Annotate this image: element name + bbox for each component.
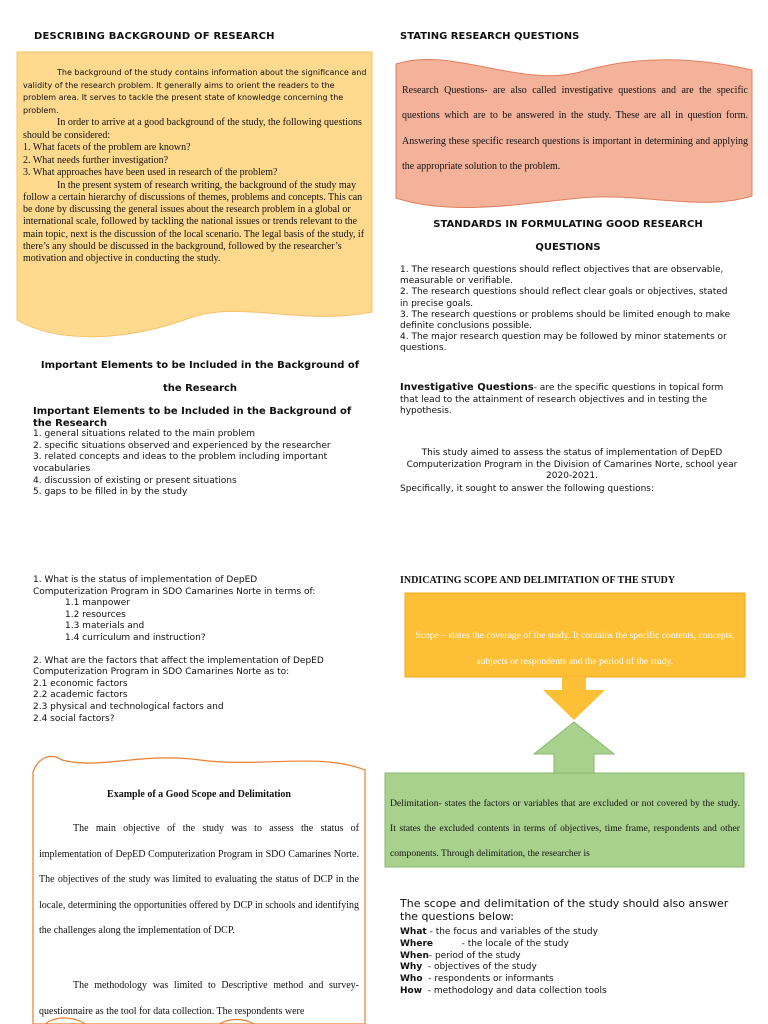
wh-def: - the focus and variables of the study	[426, 927, 598, 937]
wh-def: - objectives of the study	[422, 962, 537, 973]
sop2-line2: Computerization Program in SDO Camarines Norte as to:	[33, 667, 290, 678]
answer-intro: The scope and delimitation of the study should also answer the questions below:	[400, 897, 729, 923]
wh-def: - period of the study	[428, 950, 521, 961]
aim-text: This study aimed to assess the status of implementation of DepED Computerization Program in the Division of Camarines Norte, school year 2020-2021.	[406, 448, 738, 482]
element-item: 2. specific situations observed and experienced by the researcher	[33, 440, 331, 451]
wh-questions	[400, 927, 740, 998]
background-heading: DESCRIBING BACKGROUND OF RESEARCH	[34, 31, 275, 42]
wh-item	[400, 927, 740, 939]
sop1-sub: 1.4 curriculum and instruction?	[65, 632, 206, 643]
sop2-sub: 2.4 social factors?	[33, 713, 115, 724]
standard-item: 4. The major research question may be followed by minor statements or questions.	[400, 332, 727, 354]
wh-item	[400, 951, 740, 963]
elements-heading-line1: Important Elements to be Included in the Background of	[40, 360, 360, 371]
wh-term: Who	[400, 974, 423, 985]
sop1-sub: 1.1 manpower	[65, 598, 130, 609]
standards-heading-line1: STANDARDS IN FORMULATING GOOD RESEARCH	[433, 219, 703, 230]
standards-list	[400, 265, 738, 355]
sop1-sub: 1.2 resources	[65, 609, 126, 620]
scope-box-text: Scope – states the coverage of the study. It contains the specific contents, concepts, subjects or respondents and the period of the study.	[415, 630, 735, 667]
sop2-sub: 2.3 physical and technological factors and	[33, 701, 224, 712]
sop1-line2: Computerization Program in SDO Camarines Norte in terms of:	[33, 586, 316, 597]
sop2-sub: 2.1 economic factors	[33, 678, 128, 689]
specifically-text: Specifically, it sought to answer the following questions:	[400, 484, 655, 494]
delimitation-box-text: Delimitation- states the factors or variables that are excluded or not covered by the study. It states the excluded contents in terms of objectives, time frame, respondents and other components. Through delimitation, the researcher is	[390, 798, 740, 860]
standards-heading-line2: QUESTIONS	[535, 242, 601, 253]
sop1-sub: 1.3 materials and	[65, 621, 145, 632]
wh-term: What	[400, 927, 427, 937]
wh-term: Why	[400, 962, 423, 973]
background-order-para: In order to arrive at a good background of the study, the following questions should be considered:	[23, 117, 362, 141]
standard-item: 3. The research questions or problems should be limited enough to make definite conclusions possible.	[400, 309, 731, 332]
investigative-questions	[400, 382, 732, 418]
up-arrow-icon	[534, 722, 614, 773]
background-present-para: In the present system of research writing, the background of the study may follow a certain hierarchy of discussions of themes, problems and concepts. This can be done by discussing the general issues about the research problem in a global or international scale, followed by tackling the national issues or trends relevant to the main topic, next is the discussion of the local scenario. The legal basis of the study, if there’s any should be discussed in the background, followed by the researcher’s motivation and objective in conducting the study.	[23, 179, 365, 265]
wh-def: - respondents or informants	[422, 974, 554, 985]
wh-item	[400, 939, 740, 951]
wh-def: - methodology and data collection tools	[422, 985, 607, 996]
wh-item	[400, 986, 740, 998]
standard-item: 2. The research questions should reflect clear goals or objectives, stated in precise goals.	[400, 287, 728, 309]
wh-term: When	[400, 950, 429, 961]
background-question-3: 3. What approaches have been used in research of the problem?	[23, 167, 278, 178]
questions-box-text: Research Questions- are also called investigative questions and are the specific questions which are to be answered in the study. These are all in question form. Answering these specific research questions is important in determining and applying the appropriate solution to the problem.	[402, 85, 748, 172]
example-para2: The methodology was limited to Descriptive method and survey-questionnaire as the tool for data collection. The respondents were	[39, 980, 359, 1017]
investigative-term: Investigative Questions	[400, 382, 534, 393]
element-item: 3. related concepts and ideas to the problem including important vocabularies	[33, 452, 328, 474]
wh-item	[400, 962, 740, 974]
sop2-sub: 2.2 academic factors	[33, 690, 128, 701]
background-box	[23, 67, 367, 266]
investigative-definition: - are the specific questions in topical form that lead to the attainment of research objectives and in testing the hypothesis.	[400, 383, 724, 417]
elements-list	[33, 406, 371, 499]
element-item: 5. gaps to be filled in by the study	[33, 487, 188, 498]
standard-item: 1. The research questions should reflect objectives that are observable, measurable or verifiable.	[400, 265, 724, 287]
sop1-line1: 1. What is the status of implementation of DepED	[33, 575, 258, 585]
example-title: Example of a Good Scope and Delimitation	[107, 789, 291, 800]
wh-item	[400, 974, 740, 986]
background-question-1: 1. What facets of the problem are known?	[23, 142, 191, 153]
sop2-line1: 2. What are the factors that affect the implementation of DepED	[33, 655, 324, 666]
wh-def: - the locale of the study	[432, 938, 569, 949]
wh-term: Where	[400, 938, 433, 949]
questions-heading: STATING RESEARCH QUESTIONS	[400, 31, 580, 42]
background-question-2: 2. What needs further investigation?	[23, 154, 169, 166]
example-para1: The main objective of the study was to assess the status of implementation of DepED Computerization Program in SDO Camarines Norte. The objectives of the study was limited to evaluating the status of DCP in the locale, determining the opportunities offered by DCP in schools and identifying the challenges along the implementation of DCP.	[39, 823, 359, 936]
elements-heading-line2: the Research	[162, 383, 238, 394]
down-arrow-icon	[543, 677, 605, 720]
background-intro: The background of the study contains information about the significance and validity of the research problem. It generally aims to orient the readers to the problem area. It serves to tackle the present state of knowledge concerning the problem.	[23, 68, 367, 115]
sop-list	[33, 575, 373, 725]
wh-term: How	[400, 985, 423, 996]
element-item: 4. discussion of existing or present situations	[33, 475, 237, 486]
element-item: 1. general situations related to the main problem	[33, 429, 256, 440]
scope-heading: INDICATING SCOPE AND DELIMITATION OF THE STUDY	[400, 575, 676, 586]
elements-subheading: Important Elements to be Included in the Background of the Research	[33, 406, 352, 429]
